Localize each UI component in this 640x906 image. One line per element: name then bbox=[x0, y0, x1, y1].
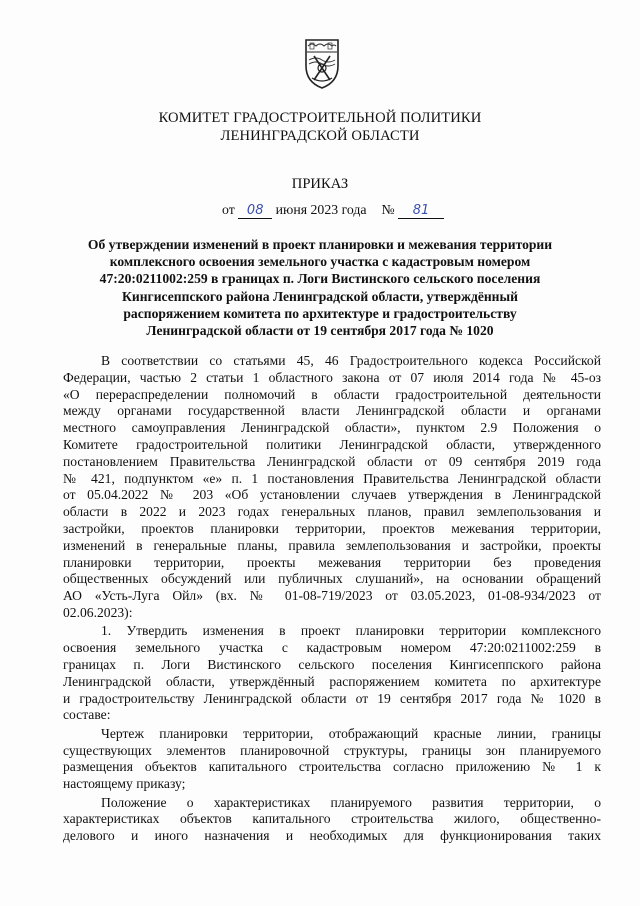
order-number-field bbox=[398, 202, 444, 219]
paragraph-line: В соответствии со статьями 45, 46 Градостроительного кодекса Российской bbox=[101, 353, 601, 368]
paragraph-line: Федерации, частью 2 статьи 1 областного закона от 07 июля 2014 года № 45-оз bbox=[63, 369, 601, 385]
paragraph-line: области в 2022 и 2023 годах генеральных планов, правил землепользования и bbox=[63, 504, 601, 520]
paragraph bbox=[63, 726, 601, 795]
paragraph-line: Ленинградской области, утверждённый распоряжением комитета по архитектуре bbox=[63, 673, 601, 689]
paragraph-line: планировки территории, проекты межевания территории без проведения bbox=[63, 554, 601, 570]
paragraph-line: изменений в генеральные планы, правила землепользования и застройки, проекты bbox=[63, 537, 601, 553]
paragraph-line: границах п. Логи Вистинского сельского поселения Кингисеппского района bbox=[63, 656, 601, 672]
paragraph-line: «О перераспределении полномочий в области градостроительной деятельности bbox=[63, 386, 601, 402]
paragraph-line: общественных обсуждений или публичных слушаний», на основании обращений bbox=[63, 571, 601, 587]
paragraph-line: от 05.04.2022 № 203 «Об установлении случаев утверждения в Ленинградской bbox=[63, 487, 601, 503]
paragraph-line: местного самоуправления Ленинградской области», пунктом 2.9 Положения о bbox=[63, 420, 601, 436]
paragraph-line: освоения земельного участка с кадастровым номером 47:20:0211002:259 в bbox=[63, 640, 601, 656]
date-day: 08 bbox=[246, 203, 264, 218]
paragraph-line: Чертеж планировки территории, отображающий красные линии, границы bbox=[101, 725, 601, 741]
paragraph bbox=[63, 623, 601, 725]
date-day-field bbox=[238, 202, 272, 219]
order-title bbox=[70, 236, 570, 339]
title-line: Ленинградской области от 19 сентября 2017 года № 1020 bbox=[146, 323, 494, 339]
paragraph-line: Комитете градостроительной политики Ленинградской области, утвержденного bbox=[63, 436, 601, 452]
paragraph-line: постановлением Правительства Ленинградской области от 09 сентября 2019 года bbox=[63, 453, 601, 469]
paragraph-line: застройки, проектов планировки территории, проектов межевания территории, bbox=[63, 520, 601, 536]
paragraph-line: составе: bbox=[63, 707, 111, 723]
title-line: распоряжением комитета по архитектуре и градостроительству bbox=[123, 305, 517, 321]
title-line: комплексного освоения земельного участка с кадастровым номером bbox=[109, 254, 531, 270]
paragraph-line: настоящему приказу; bbox=[63, 776, 186, 792]
organization-name: КОМИТЕТ ГРАДОСТРОИТЕЛЬНОЙ ПОЛИТИКИ bbox=[158, 110, 482, 126]
paragraph-line: существующих элементов планировочной структуры, границы зон планируемого bbox=[63, 742, 601, 758]
paragraph-line: 02.06.2023): bbox=[63, 604, 133, 620]
paragraph-line: размещения объектов капитального строительства согласно приложению № 1 к bbox=[63, 759, 601, 775]
title-line: Кингисеппского района Ленинградской области, утверждённый bbox=[122, 288, 518, 304]
paragraph-line: характеристиках объектов капитального строительства жилого, общественно- bbox=[63, 811, 601, 827]
organization-region: ЛЕНИНГРАДСКОЙ ОБЛАСТИ bbox=[220, 128, 420, 144]
title-line: 47:20:0211002:259 в границах п. Логи Вистинского сельского поселения bbox=[99, 271, 541, 287]
paragraph bbox=[63, 353, 601, 623]
order-number: 81 bbox=[412, 203, 430, 218]
paragraph-line: между органами государственной власти Ленинградской области и органами bbox=[63, 403, 601, 419]
paragraph-line: и градостроительству Ленинградской области от 19 сентября 2017 года № 1020 в bbox=[63, 690, 601, 706]
paragraph-line: делового и иного назначения и необходимых для функционирования таких bbox=[63, 828, 601, 844]
document-type: ПРИКАЗ bbox=[291, 176, 349, 192]
paragraph-line: АО «Усть-Луга Ойл» (вх. № 01-08-719/2023 от 03.05.2023, 01-08-934/2023 от bbox=[63, 588, 601, 604]
coat-of-arms-icon bbox=[300, 36, 344, 90]
date-rest: июня 2023 года bbox=[275, 202, 367, 217]
paragraph bbox=[63, 795, 601, 845]
paragraph-line: № 421, подпунктом «е» п. 1 постановления Правительства Ленинградской области bbox=[63, 470, 601, 486]
order-body bbox=[63, 353, 601, 845]
paragraph-line: 1. Утвердить изменения в проект планировки территории комплексного bbox=[101, 623, 601, 639]
number-sign: № bbox=[381, 202, 395, 217]
paragraph-line: Положение о характеристиках планируемого развития территории, о bbox=[101, 794, 601, 810]
date-number-line bbox=[222, 202, 444, 219]
date-prefix: от bbox=[222, 202, 235, 217]
title-line: Об утверждении изменений в проект планировки и межевания территории bbox=[87, 237, 553, 252]
